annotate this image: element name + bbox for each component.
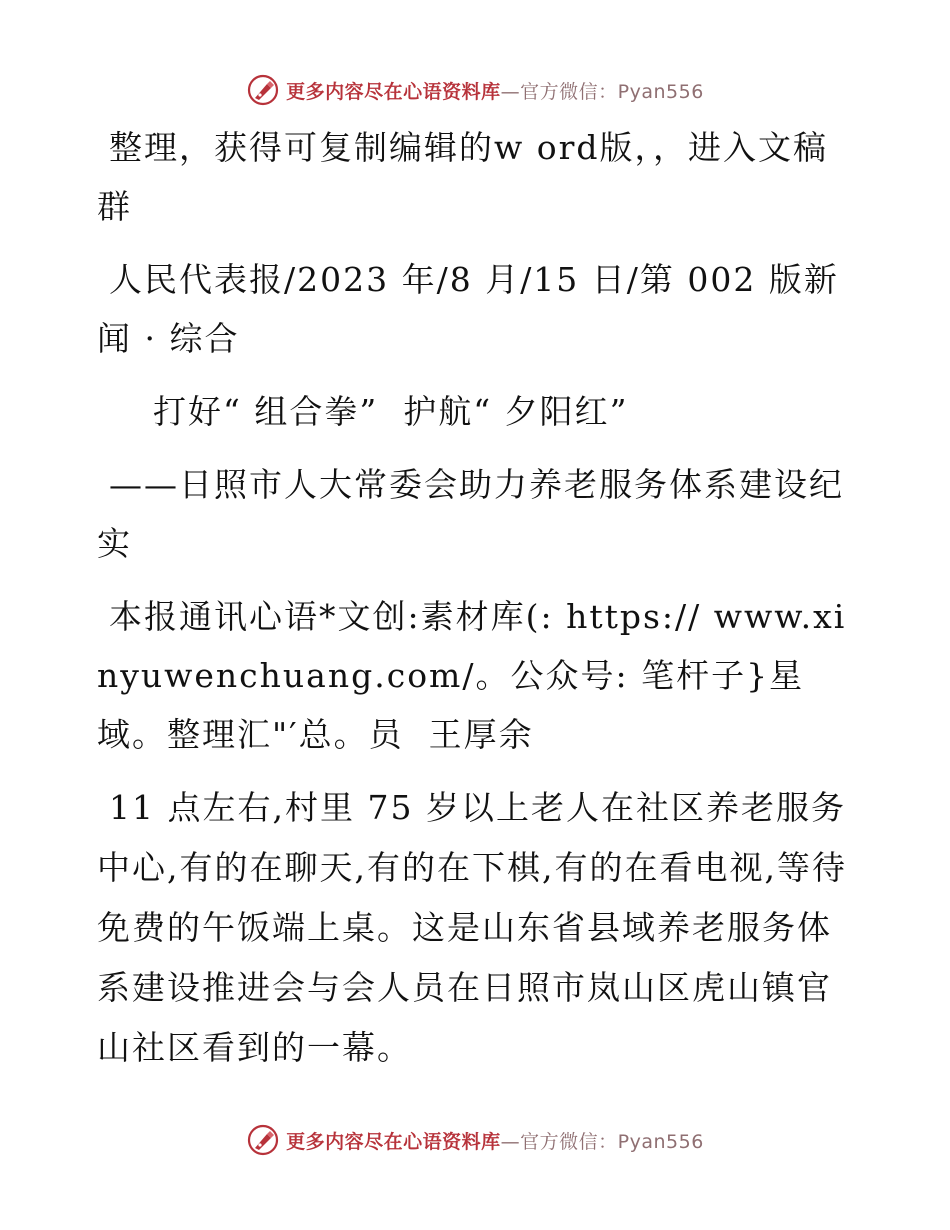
footer-watermark-banner [0,1118,950,1162]
pen-nib-logo-icon [246,73,280,107]
watermark-wechat-text: —官方微信：Pyan556 [500,1130,704,1153]
source-line: 人民代表报/2023 年/8 月/15 日/第 002 版新闻 · 综合 [97,260,839,358]
article-subtitle: ——日照市人大常委会助力养老服务体系建设纪实 [97,465,844,563]
watermark-wechat-text: —官方微信：Pyan556 [500,80,704,103]
watermark-brand-text: 更多内容尽在心语资料库 [286,80,501,103]
watermark-brand-text: 更多内容尽在心语资料库 [286,1130,501,1153]
pen-nib-logo-icon [246,1123,280,1157]
article-title: 打好“ 组合拳” 护航“ 夕阳红” [153,392,629,431]
header-watermark-banner [0,68,950,112]
body-paragraph: 11 点左右,村里 75 岁以上老人在社区养老服务中心,有的在聊天,有的在下棋,有的在看电视,等待免费的午饭端上桌。这是山东省县域养老服务体系建设推进会与会人员在日照市岚山区虎山镇官山社区看到的一幕。 [97,788,847,1067]
intro-paragraph: 整理，获得可复制编辑的w ord版，，进入文稿群 [97,128,829,226]
watermark-text [286,77,704,104]
document-body [97,118,849,1078]
byline-paragraph: 本报通讯心语*文创:素材库(: https:// www.xinyuwenchuang.com/。公众号: 笔杆子}星域。整理汇"′总。员 王厚余 [97,597,847,754]
watermark-text [286,1127,704,1154]
